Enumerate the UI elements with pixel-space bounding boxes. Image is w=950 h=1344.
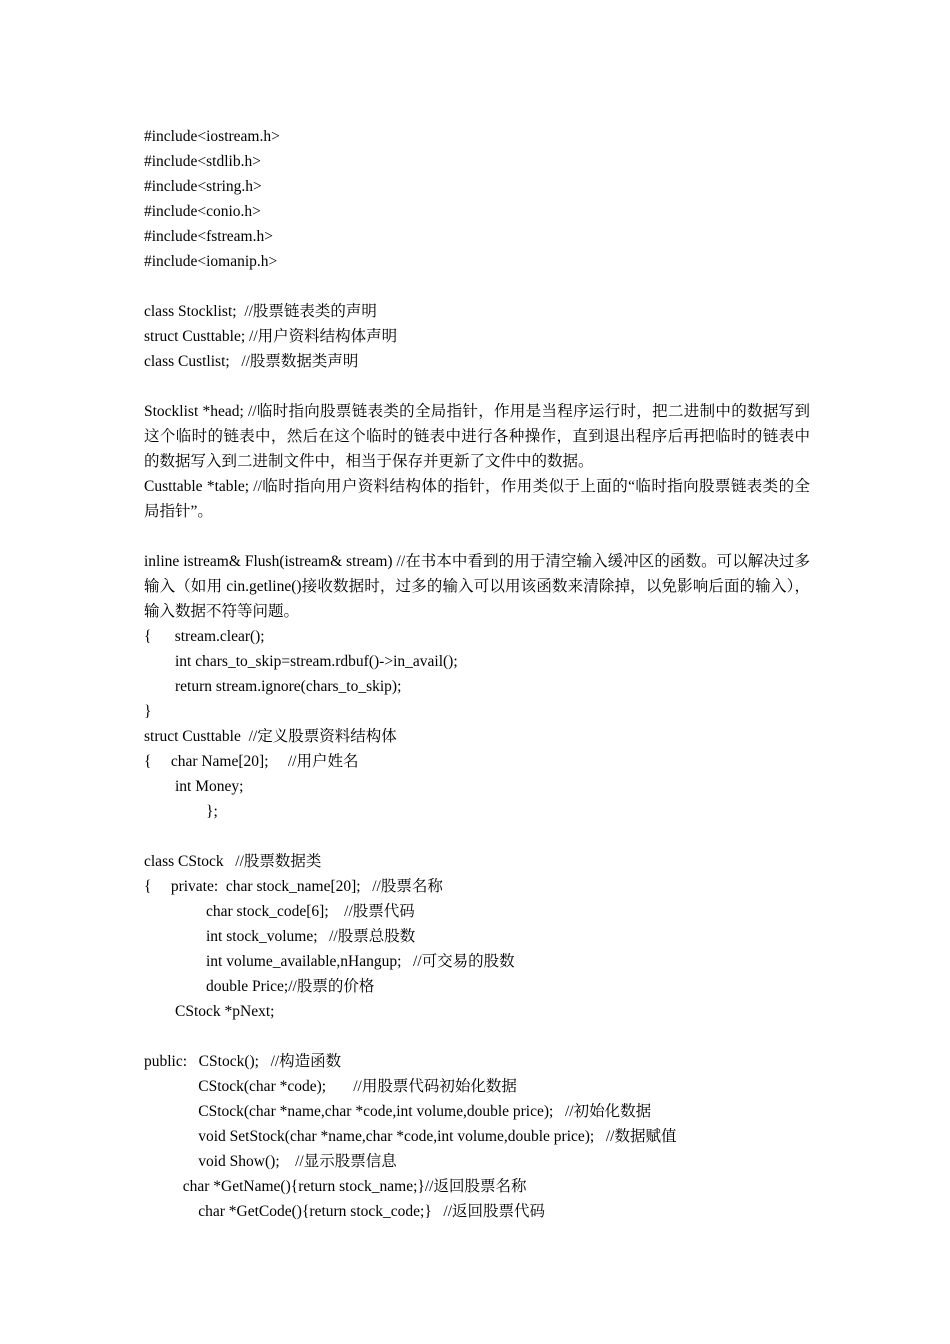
cstock-line: int stock_volume; //股票总股数	[144, 928, 416, 945]
table-pointer-comment: Custtable *table; //临时指向用户资料结构体的指针，作用类似于上面的“临时指向股票链表类的全局指针”。	[144, 478, 810, 520]
custtable-line: int Money;	[144, 778, 244, 795]
blank-line	[144, 1024, 810, 1049]
flush-body-line: int chars_to_skip=stream.rdbuf()->in_avail();	[144, 653, 458, 670]
public-section-line: CStock(char *code); //用股票代码初始化数据	[144, 1078, 517, 1095]
cstock-line: int volume_available,nHangup; //可交易的股数	[144, 953, 515, 970]
public-section-line: char *GetName(){return stock_name;}//返回股票名称	[144, 1178, 527, 1195]
include-line: #include<conio.h>	[144, 203, 261, 220]
blank-line	[144, 374, 810, 399]
declaration-line: struct Custtable; //用户资料结构体声明	[144, 328, 398, 345]
blank-line	[144, 824, 810, 849]
custtable-line: };	[144, 803, 218, 820]
flush-body-line: }	[144, 703, 152, 720]
public-section-line: CStock(char *name,char *code,int volume,double price); //初始化数据	[144, 1103, 652, 1120]
public-section-line: char *GetCode(){return stock_code;} //返回股票代码	[144, 1203, 546, 1220]
cstock-line: class CStock //股票数据类	[144, 853, 322, 870]
custtable-line: { char Name[20]; //用户姓名	[144, 753, 359, 770]
document-body	[144, 124, 810, 1224]
flush-body-line: { stream.clear();	[144, 628, 265, 645]
include-line: #include<iostream.h>	[144, 128, 280, 145]
cstock-line: { private: char stock_name[20]; //股票名称	[144, 878, 443, 895]
include-line: #include<stdlib.h>	[144, 153, 261, 170]
include-line: #include<fstream.h>	[144, 228, 273, 245]
include-line: #include<iomanip.h>	[144, 253, 278, 270]
cstock-line: double Price;//股票的价格	[144, 978, 375, 995]
include-line: #include<string.h>	[144, 178, 262, 195]
blank-line	[144, 274, 810, 299]
cstock-line: char stock_code[6]; //股票代码	[144, 903, 415, 920]
public-section-line: void SetStock(char *name,char *code,int volume,double price); //数据赋值	[144, 1128, 677, 1145]
public-section-line: void Show(); //显示股票信息	[144, 1153, 397, 1170]
flush-body-line: return stream.ignore(chars_to_skip);	[144, 678, 402, 695]
flush-function-signature: inline istream& Flush(istream& stream) //在书本中看到的用于清空输入缓冲区的函数。可以解决过多输入（如用 cin.getline()接收数据时，过多的输入可以用该函数来清除掉，以免影响后面的输入），输入数据不符等问题。	[144, 553, 810, 620]
declaration-line: class Stocklist; //股票链表类的声明	[144, 303, 377, 320]
cstock-line: CStock *pNext;	[144, 1003, 275, 1020]
public-section-line: public: CStock(); //构造函数	[144, 1053, 342, 1070]
blank-line	[144, 524, 810, 549]
head-pointer-comment: Stocklist *head; //临时指向股票链表类的全局指针，作用是当程序运行时，把二进制中的数据写到这个临时的链表中，然后在这个临时的链表中进行各种操作，直到退出程序后再把临时的链表中的数据写入到二进制文件中，相当于保存并更新了文件中的数据。	[144, 403, 810, 470]
declaration-line: class Custlist; //股票数据类声明	[144, 353, 359, 370]
custtable-line: struct Custtable //定义股票资料结构体	[144, 728, 397, 745]
